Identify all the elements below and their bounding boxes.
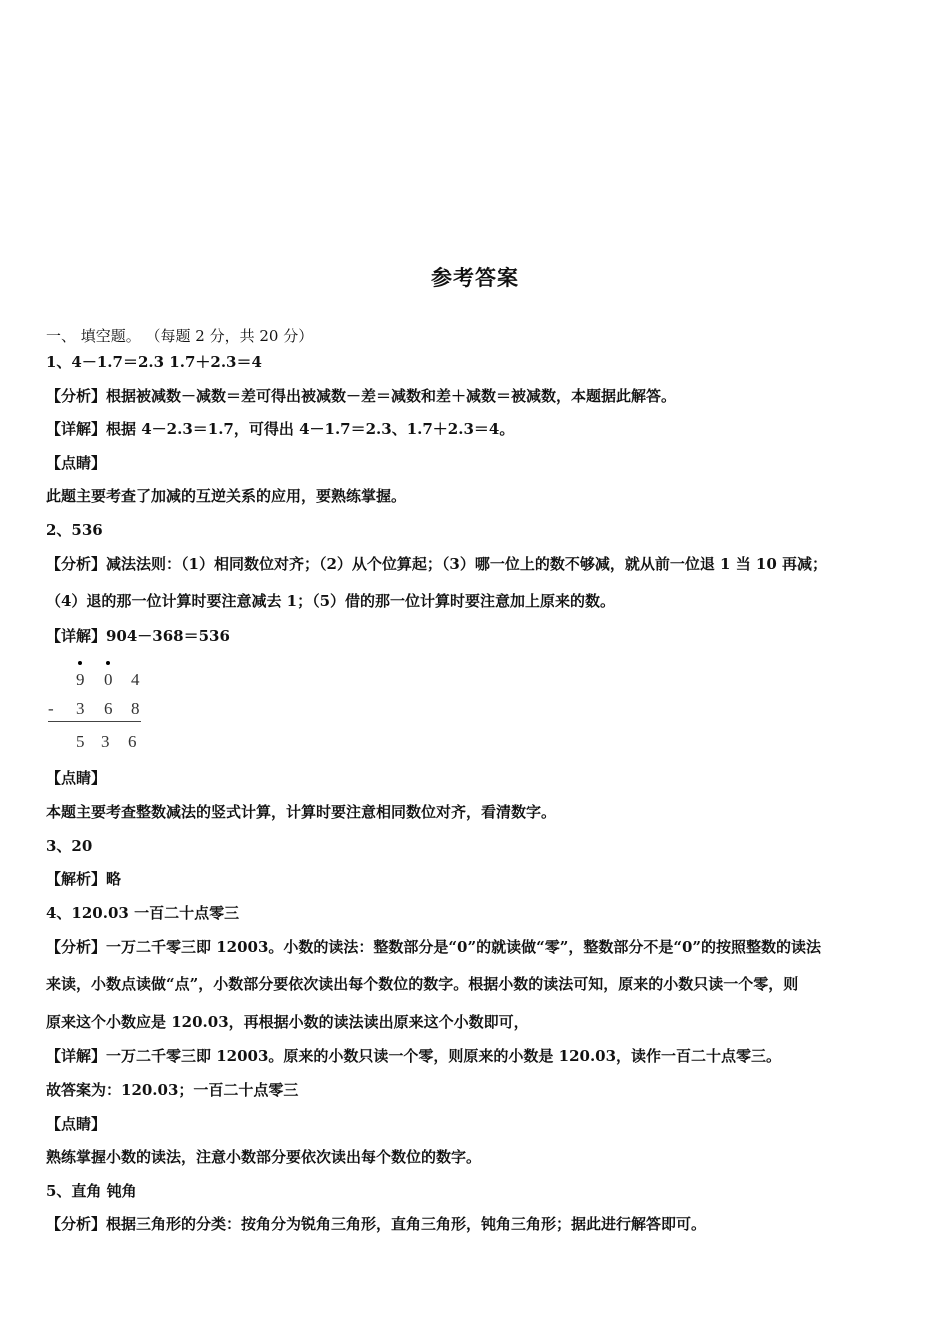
q4-comment-label: 【点睛】 <box>46 1115 107 1133</box>
q4-detail: 【详解】一万二千零三即 12003。原来的小数只读一个零，则原来的小数是 120.03，读作一百二十点零三。 <box>46 1047 782 1065</box>
borrow-dot <box>106 661 110 665</box>
q2-answer: 2、536 <box>46 521 103 539</box>
result-digit: 3 <box>101 732 110 751</box>
q1-detail: 【详解】根据 4－2.3＝1.7，可得出 4－1.7＝2.3、1.7＋2.3＝4。 <box>46 420 515 438</box>
q2-comment: 本题主要考查整数减法的竖式计算，计算时要注意相同数位对齐，看清数字。 <box>46 803 557 821</box>
sum-line <box>48 721 141 722</box>
result-digit: 5 <box>76 732 85 751</box>
q1-answer: 1、4－1.7＝2.3 1.7＋2.3＝4 <box>46 353 262 371</box>
section-heading: 一、 填空题。 （每题 2 分，共 20 分） <box>46 327 314 345</box>
page-title: 参考答案 <box>431 265 519 290</box>
q2-analysis-line2: （4）退的那一位计算时要注意减去 1；（5）借的那一位计算时要注意加上原来的数。 <box>46 592 616 610</box>
q1-comment-label: 【点睛】 <box>46 454 107 472</box>
q2-analysis-line1: 【分析】减法法则：（1）相同数位对齐；（2）从个位算起；（3）哪一位上的数不够减，就从前一位退 1 当 10 再减； <box>46 555 828 573</box>
subtrahend-digit: 8 <box>131 699 140 718</box>
q3-analysis: 【解析】略 <box>46 870 122 888</box>
q2-detail: 【详解】904－368＝536 <box>46 627 230 645</box>
result-digit: 6 <box>128 732 137 751</box>
minus-sign: - <box>48 699 54 718</box>
q4-answer: 4、120.03 一百二十点零三 <box>46 904 240 922</box>
q4-final-answer: 故答案为：120.03；一百二十点零三 <box>46 1081 299 1099</box>
borrow-dot <box>78 661 82 665</box>
q2-comment-label: 【点睛】 <box>46 769 107 787</box>
subtrahend-digit: 3 <box>76 699 85 718</box>
minuend-digit: 4 <box>131 670 140 689</box>
q5-answer: 5、直角 钝角 <box>46 1182 137 1200</box>
subtrahend-digit: 6 <box>104 699 113 718</box>
q1-comment: 此题主要考查了加减的互逆关系的应用，要熟练掌握。 <box>46 487 407 505</box>
q4-analysis-line3: 原来这个小数应是 120.03，再根据小数的读法读出原来这个小数即可， <box>46 1013 529 1031</box>
q4-analysis-line2: 来读，小数点读做“点”，小数部分要依次读出每个数位的数字。根据小数的读法可知，原来的小数只读一个零，则 <box>46 975 799 993</box>
q4-analysis-line1: 【分析】一万二千零三即 12003。小数的读法：整数部分是“0”的就读做“零”，整数部分不是“0”的按照整数的读法 <box>46 938 822 956</box>
minuend-digit: 9 <box>76 670 85 689</box>
q4-comment: 熟练掌握小数的读法，注意小数部分要依次读出每个数位的数字。 <box>46 1148 482 1166</box>
q1-analysis: 【分析】根据被减数－减数＝差可得出被减数－差＝减数和差＋减数＝被减数，本题据此解答。 <box>46 387 677 405</box>
minuend-digit: 0 <box>104 670 113 689</box>
q3-answer: 3、20 <box>46 837 93 855</box>
q5-analysis: 【分析】根据三角形的分类：按角分为锐角三角形，直角三角形，钝角三角形；据此进行解答即可。 <box>46 1215 707 1233</box>
